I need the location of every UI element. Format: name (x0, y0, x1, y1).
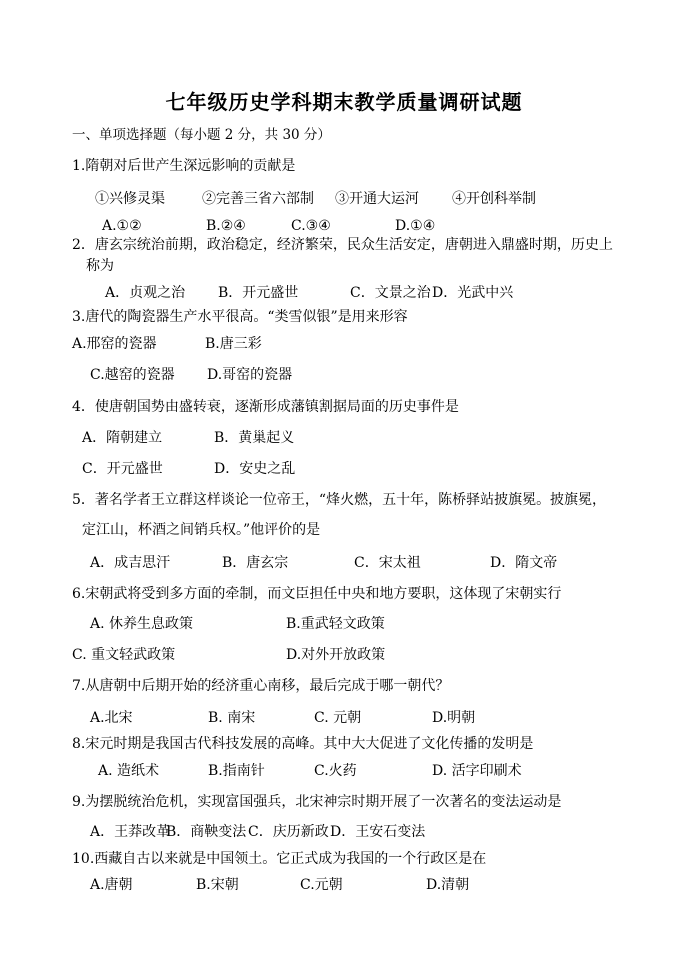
question-7-option-a: A.北宋 (90, 710, 133, 726)
question-1-option-d: D.①④ (395, 218, 436, 234)
question-3-stem: 3.唐代的陶瓷器生产水平很高。“类雪似银”是用来形容 (72, 309, 408, 325)
question-3-option-a: A.邢窑的瓷器 (72, 336, 157, 352)
question-5-option-c: C．宋太祖 (354, 555, 421, 571)
question-8-stem: 8.宋元时期是我国古代科技发展的高峰。其中大大促进了文化传播的发明是 (72, 736, 534, 752)
question-1-stem: 1.隋朝对后世产生深远影响的贡献是 (72, 158, 296, 174)
question-4-option-c: C．开元盛世 (82, 461, 163, 477)
question-1-item-2: ②完善三省六部制 (202, 191, 314, 207)
question-4-stem: 4．使唐朝国势由盛转衰，逐渐形成藩镇割据局面的历史事件是 (72, 399, 459, 415)
question-3-option-c: C.越窑的瓷器 (90, 367, 175, 383)
question-4-option-b: B．黄巢起义 (214, 430, 295, 446)
question-7-option-b: B. 南宋 (208, 710, 256, 726)
section-heading: 一、单项选择题（每小题 2 分，共 30 分） (72, 127, 331, 143)
question-2-option-a: A．贞观之治 (105, 285, 186, 301)
question-1-option-c: C.③④ (291, 218, 331, 234)
question-1-option-b: B.②④ (206, 218, 246, 234)
question-9-option-d: D．王安石变法 (330, 824, 426, 840)
question-6-option-a: A. 休养生息政策 (90, 616, 194, 632)
question-5-option-d: D．隋文帝 (490, 555, 558, 571)
question-1-item-4: ④开创科举制 (452, 191, 536, 207)
question-1-item-1: ①兴修灵渠 (95, 191, 165, 207)
question-6-option-c: C. 重文轻武政策 (72, 647, 176, 663)
question-4-option-a: A．隋朝建立 (82, 430, 163, 446)
question-7-stem: 7.从唐朝中后期开始的经济重心南移，最后完成于哪一朝代？ (72, 678, 450, 694)
question-7-option-c: C. 元朝 (314, 710, 362, 726)
question-2-stem-cont: 称为 (86, 258, 114, 274)
question-6-stem: 6.宋朝武将受到多方面的牵制，而文臣担任中央和地方要职，这体现了宋朝实行 (72, 586, 562, 602)
question-5-stem-cont: 定江山，杯酒之间销兵权。”他评价的是 (82, 522, 321, 538)
question-1-option-a: A.①② (102, 218, 142, 234)
question-2-stem: 2．唐玄宗统治前期，政治稳定，经济繁荣，民众生活安定，唐朝进入鼎盛时期，历史上 (72, 237, 613, 253)
question-6-option-b: B.重武轻文政策 (286, 616, 385, 632)
question-10-option-d: D.清朝 (426, 877, 470, 893)
question-2-option-c: C．文景之治 (350, 285, 431, 301)
question-3-option-d: D.哥窑的瓷器 (207, 367, 293, 383)
question-2-option-d: D．光武中兴 (432, 285, 514, 301)
question-8-option-d: D. 活字印刷术 (432, 763, 522, 779)
question-9-option-b: B．商鞅变法 (166, 824, 247, 840)
question-9-option-c: C．庆历新政 (248, 824, 329, 840)
question-10-option-a: A.唐朝 (90, 877, 133, 893)
question-8-option-b: B.指南针 (208, 763, 265, 779)
question-8-option-a: A. 造纸术 (98, 763, 160, 779)
question-3-option-b: B.唐三彩 (205, 336, 262, 352)
question-10-stem: 10.西藏自古以来就是中国领土。它正式成为我国的一个行政区是在 (72, 851, 487, 867)
page-title: 七年级历史学科期末教学质量调研试题 (165, 90, 523, 114)
question-6-option-d: D.对外开放政策 (286, 647, 386, 663)
question-2-option-b: B．开元盛世 (218, 285, 299, 301)
question-8-option-c: C.火药 (314, 763, 357, 779)
question-1-item-3: ③开通大运河 (335, 191, 419, 207)
question-9-stem: 9.为摆脱统治危机，实现富国强兵，北宋神宗时期开展了一次著名的变法运动是 (72, 794, 562, 810)
question-5-option-b: B．唐玄宗 (222, 555, 289, 571)
question-4-option-d: D．安史之乱 (214, 461, 296, 477)
question-10-option-c: C.元朝 (300, 877, 343, 893)
question-5-stem: 5．著名学者王立群这样谈论一位帝王，“烽火燃，五十年，陈桥驿站披旗冕。披旗冕， (72, 492, 607, 508)
question-7-option-d: D.明朝 (432, 710, 476, 726)
question-5-option-a: A．成吉思汗 (90, 555, 171, 571)
question-10-option-b: B.宋朝 (196, 877, 239, 893)
question-9-option-a: A．王莽改革 (90, 824, 171, 840)
